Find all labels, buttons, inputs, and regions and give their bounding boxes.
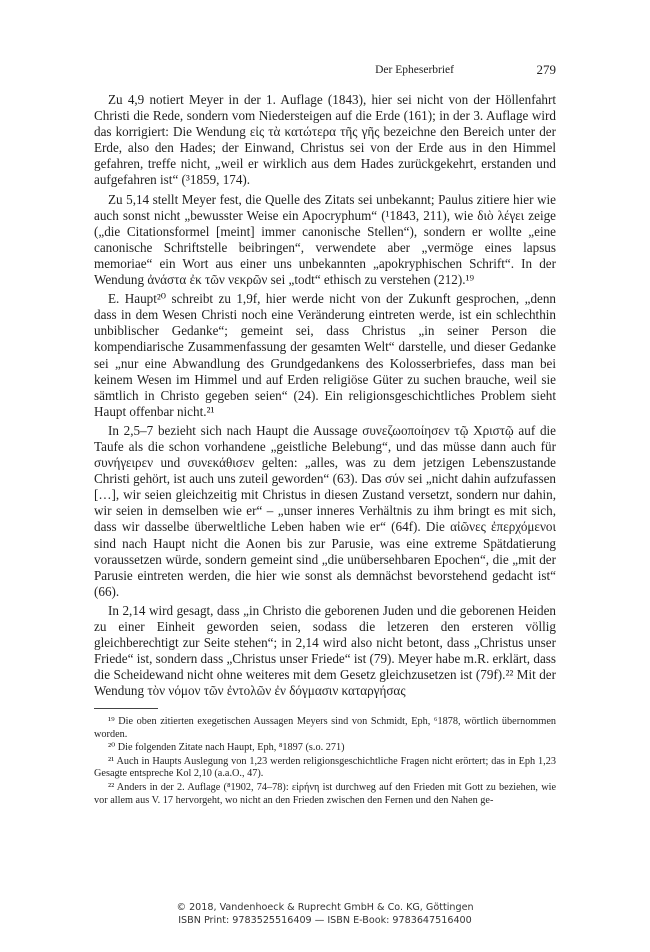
running-title: Der Epheserbrief — [375, 64, 454, 76]
footnote: ²¹ Auch in Haupts Auslegung von 1,23 werden religionsgeschichtliche Fragen nicht erörtert; das in Eph 1,23 Gesagte entspreche Kol 2,10 (a.a.O., 47). — [94, 755, 556, 780]
footnote-separator — [94, 708, 158, 709]
main-text — [94, 92, 556, 699]
page-number: 279 — [536, 62, 556, 77]
paragraph: E. Haupt²⁰ schreibt zu 1,9f, hier werde nicht von der Zukunft gesprochen, „denn dass in dem Wesen Christi noch eine Veränderung eintreten werde, ist ein schlechthin unbiblischer Gedanke“; gemeint sei, dass Christus „in seiner Person die kompendiarische Zusammenfassung der gesamten Welt“ darstelle, und dieser Gedanke sei „nur eine Abwandlung des Grundgedankens des Kolosserbriefes, dass man bei keinem Wesen im Himmel und auf Erden religiöse Güter zu suchen brauche, weil sie sämtlich in Christo gegeben seien“ (24). Ein religionsgeschichtliches Problem sieht Haupt offenbar nicht.²¹ — [94, 291, 556, 419]
footnote: ²² Anders in der 2. Auflage (⁸1902, 74–78): εἰρήνη ist durchweg auf den Frieden mit Gott zu beziehen, wie vor allem aus V. 17 hervorgeht, wo nicht an den Frieden zwischen den Fernen und den Nahen ge- — [94, 781, 556, 806]
footnotes — [94, 716, 556, 807]
paragraph: Zu 4,9 notiert Meyer in der 1. Auflage (1843), hier sei nicht von der Höllenfahrt Christi die Rede, sondern vom Niedersteigen auf die Erde (161); in der 3. Auflage wird das korrigiert: Die Wendung εἰς τὰ κατώτερα τῆς γῆς bezeichne den Bereich unter der Erde, also den Hades; der Einwand, Christus sei von der Erde aus in den Himmel gefahren, treffe nicht, „weil er wirklich aus dem Hades zurückgekehrt, erstanden und aufgefahren ist“ (³1859, 174). — [94, 92, 556, 188]
paragraph: In 2,5–7 bezieht sich nach Haupt die Aussage συνεζωοποίησεν τῷ Χριστῷ auf die Taufe als die schon vorhandene „geistliche Belebung“, und das müsse dann auch für συνήγειρεν und συνεκάθισεν gelten: „alles, was zu dem jetzigen Lebenszustande Christi gehört, ist auch uns zuteil geworden“ (63). Das σύν sei „nicht dahin aufzufassen […], wir seien gleichzeitig mit Christus in diesen Zustand versetzt, sondern nur dahin, wir seien in demselben wie er“ – „unser inneres Verhältnis zu ihm bringt es mit sich, dass wir dasselbe überweltliche Leben haben wie er“ (64f). Die αἰῶνες ἐπερχόμενοι sind nach Haupt nicht die Aonen bis zur Parusie, was eine extreme Spätdatierung voraussetzen würde, sondern gemeint sind „die unübersehbaren Epochen“, die „mit der Parusie eintreten werden, die hier wie sonst als demnächst bevorstehend gedacht ist“ (66). — [94, 422, 556, 599]
publisher-footer — [0, 901, 650, 927]
isbn-line: ISBN Print: 9783525516409 — ISBN E-Book: 9783647516400 — [178, 915, 472, 926]
paragraph: In 2,14 wird gesagt, dass „in Christo die geborenen Juden und die geborenen Heiden zu einer Einheit geworden seien, sodass die letzeren den ersteren völlig gleichberechtigt zur Seite stehen“; in 2,14 wird also nicht betont, dass „Christus unser Friede“ ist, sondern dass „Christus unser Friede“ ist (79). Meyer habe m.R. erklärt, dass die Scheidewand nicht ohne weiteres mit dem Gesetz gleichzusetzen ist (79f).²² Mit der Wendung τὸν νόμον τῶν ἐντολῶν ἐν δόγμασιν καταργήσας — [94, 602, 557, 699]
running-header — [94, 64, 556, 82]
footnote: ¹⁹ Die oben zitierten exegetischen Aussagen Meyers sind von Schmidt, Eph, ⁶1878, wörtlich übernommen worden. — [94, 716, 556, 740]
footnote: ²⁰ Die folgenden Zitate nach Haupt, Eph, ⁸1897 (s.o. 271) — [108, 742, 345, 754]
copyright-line: © 2018, Vandenhoeck & Ruprecht GmbH & Co. KG, Göttingen — [176, 902, 474, 913]
paragraph: Zu 5,14 stellt Meyer fest, die Quelle des Zitats sei unbekannt; Paulus zitiere hier wie auch sonst nicht „bewusster Weise ein Apocryphum“ (¹1843, 211), wie διὸ λέγει zeige („die Citationsformel [meint] immer canonische Stellen“), sondern er wollte „eine canonische Schriftstelle beibringen“, verwendete aber „vermöge eines lapsus memoriae“ ein Wort aus einer uns unbekannten „apokryphischen Schrift“. In der Wendung ἀνάστα ἐκ τῶν νεκρῶν sei „todt“ ethisch zu verstehen (212).¹⁹ — [94, 191, 556, 288]
